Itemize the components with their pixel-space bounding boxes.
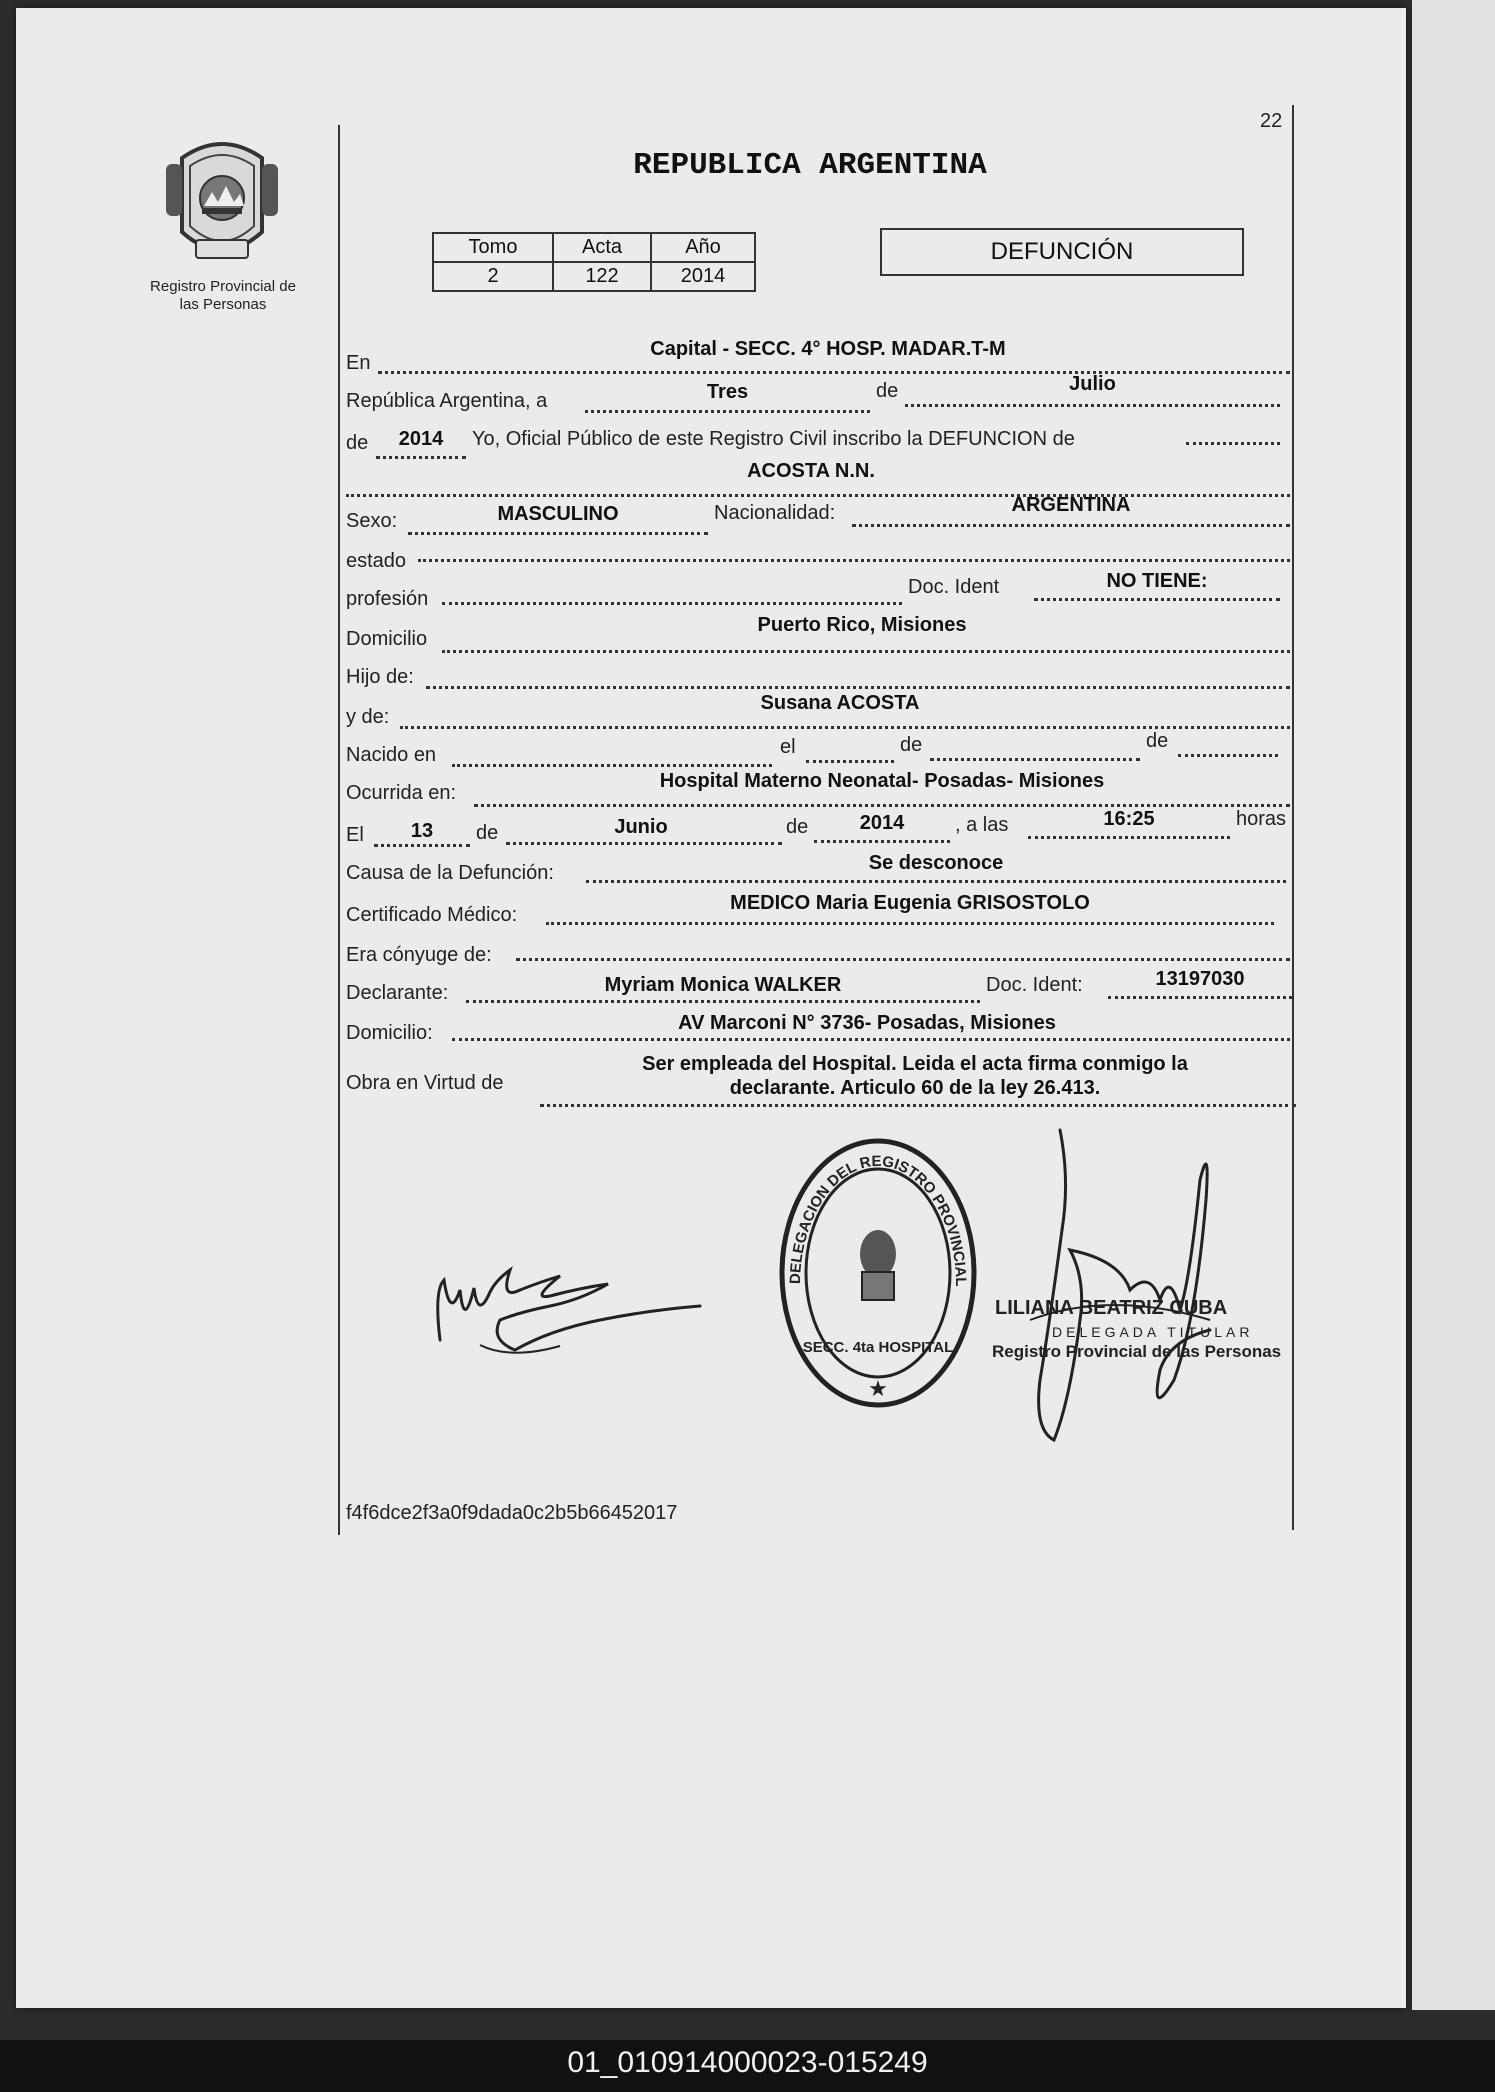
en-label: En	[346, 352, 371, 374]
right-margin-rule	[1292, 105, 1294, 1530]
domicilio-label: Domicilio	[346, 628, 428, 650]
record-table-values	[433, 262, 755, 291]
nacido-year-line	[1178, 730, 1278, 757]
sexo-value: MASCULINO	[497, 503, 619, 525]
obra-value-line-2: declarante. Articulo 60 de la ley 26.413.	[729, 1077, 1101, 1099]
header-ano: Año	[651, 233, 755, 262]
month-value: Julio	[1069, 373, 1116, 395]
profesion-label: profesión	[346, 588, 429, 610]
official-org: Registro Provincial de las Personas	[992, 1342, 1282, 1361]
cert-label: Certificado Médico:	[346, 904, 518, 926]
left-margin-rule	[338, 125, 340, 1535]
year-value: 2014	[398, 428, 444, 450]
nacido-de2-label: de	[1146, 730, 1169, 752]
document-title: REPUBLICA ARGENTINA	[633, 148, 987, 183]
nacido-de1-label: de	[900, 734, 923, 756]
estado-label: estado	[346, 550, 407, 572]
alas-label: , a las	[955, 814, 1009, 836]
inscribo-text: Yo, Oficial Público de este Registro Civil inscribo la DEFUNCION de	[472, 428, 1075, 450]
domicilio2-value: AV Marconi N° 3736- Posadas, Misiones	[678, 1012, 1056, 1034]
registry-line-2: las Personas	[179, 296, 267, 313]
estado-line	[418, 535, 1290, 562]
sexo-label: Sexo:	[346, 510, 398, 532]
conyuge-label: Era cónyuge de:	[346, 944, 492, 966]
doc-label: Doc. Ident	[908, 576, 1000, 598]
doc-value: NO TIENE:	[1106, 570, 1208, 592]
death-de1-label: de	[476, 822, 499, 844]
obra-label: Obra en Virtud de	[346, 1072, 504, 1094]
hijo-line	[426, 662, 1290, 689]
header-tomo: Tomo	[433, 233, 553, 262]
official-role: DELEGADA TITULAR	[1052, 1324, 1254, 1340]
death-year: 2014	[859, 812, 905, 834]
republica-label: República Argentina, a	[346, 390, 548, 412]
record-table-header	[433, 233, 755, 262]
death-de2-label: de	[786, 816, 809, 838]
death-month: Junio	[614, 816, 668, 838]
nacido-label: Nacido en	[346, 744, 437, 766]
ocurrida-value: Hospital Materno Neonatal- Posadas- Misiones	[659, 770, 1105, 792]
adjacent-page-edge	[1412, 0, 1495, 2010]
declarante-value: Myriam Monica WALKER	[604, 974, 842, 996]
value-acta: 122	[553, 262, 651, 291]
nacionalidad-label: Nacionalidad:	[714, 502, 836, 524]
official-name: LILIANA BEATRIZ CUBA	[995, 1297, 1228, 1319]
nacionalidad-value: ARGENTINA	[1011, 494, 1131, 516]
declarante-label: Declarante:	[346, 982, 449, 1004]
nacido-place-line	[452, 740, 772, 767]
record-table	[432, 232, 756, 292]
value-ano: 2014	[651, 262, 755, 291]
name-value: ACOSTA N.N.	[747, 460, 875, 482]
stamp-inner-text: SECC. 4ta HOSPITAL	[802, 1339, 954, 1356]
en-value: Capital - SECC. 4° HOSP. MADAR.T-M	[650, 338, 1006, 360]
page-number: 22	[1260, 110, 1283, 132]
profesion-line	[442, 578, 902, 605]
domicilio-value: Puerto Rico, Misiones	[757, 614, 967, 636]
nacido-month-line	[930, 734, 1140, 761]
value-tomo: 2	[433, 262, 553, 291]
inscribo-line	[1186, 418, 1280, 445]
official-signature-icon	[1010, 1120, 1240, 1455]
nacido-day-line	[806, 736, 894, 763]
cert-value: MEDICO Maria Eugenia GRISOSTOLO	[730, 892, 1090, 914]
causa-label: Causa de la Defunción:	[346, 862, 554, 884]
decl-doc-value: 13197030	[1155, 968, 1245, 990]
causa-value: Se desconoce	[868, 852, 1004, 874]
domicilio2-label: Domicilio:	[346, 1022, 433, 1044]
registry-name	[138, 278, 308, 314]
de-label: de	[876, 380, 899, 402]
document-hash: f4f6dce2f3a0f9dada0c2b5b66452017	[346, 1502, 678, 1524]
nacido-el-label: el	[780, 736, 796, 758]
header-acta: Acta	[553, 233, 651, 262]
conyuge-line	[516, 934, 1290, 961]
el2-label: El	[346, 824, 364, 846]
document-type-box: DEFUNCIÓN	[880, 228, 1244, 276]
footer-code: 01_010914000023-015249	[567, 2046, 928, 2079]
yde-label: y de:	[346, 706, 390, 728]
ocurrida-label: Ocurrida en:	[346, 782, 457, 804]
death-time: 16:25	[1103, 808, 1155, 830]
registry-line-1: Registro Provincial de	[150, 278, 296, 295]
registry-stamp-icon	[776, 1134, 980, 1417]
declarant-signature-icon	[430, 1250, 720, 1385]
day-value: Tres	[706, 381, 749, 403]
death-day: 13	[410, 820, 434, 842]
obra-value-line-1: Ser empleada del Hospital. Leida el acta firma conmigo la	[642, 1053, 1188, 1075]
obra-value	[540, 1052, 1290, 1100]
decl-doc-label: Doc. Ident:	[986, 974, 1083, 996]
year-label: de	[346, 432, 369, 454]
svg-text:★: ★	[868, 1376, 888, 1401]
yde-value: Susana ACOSTA	[760, 692, 920, 714]
stamp-outer-text: DELEGACION DEL REGISTRO PROVINCIAL	[786, 1152, 970, 1287]
hijo-label: Hijo de:	[346, 666, 414, 688]
horas-label: horas	[1236, 808, 1287, 830]
provincial-seal-icon	[160, 136, 284, 273]
